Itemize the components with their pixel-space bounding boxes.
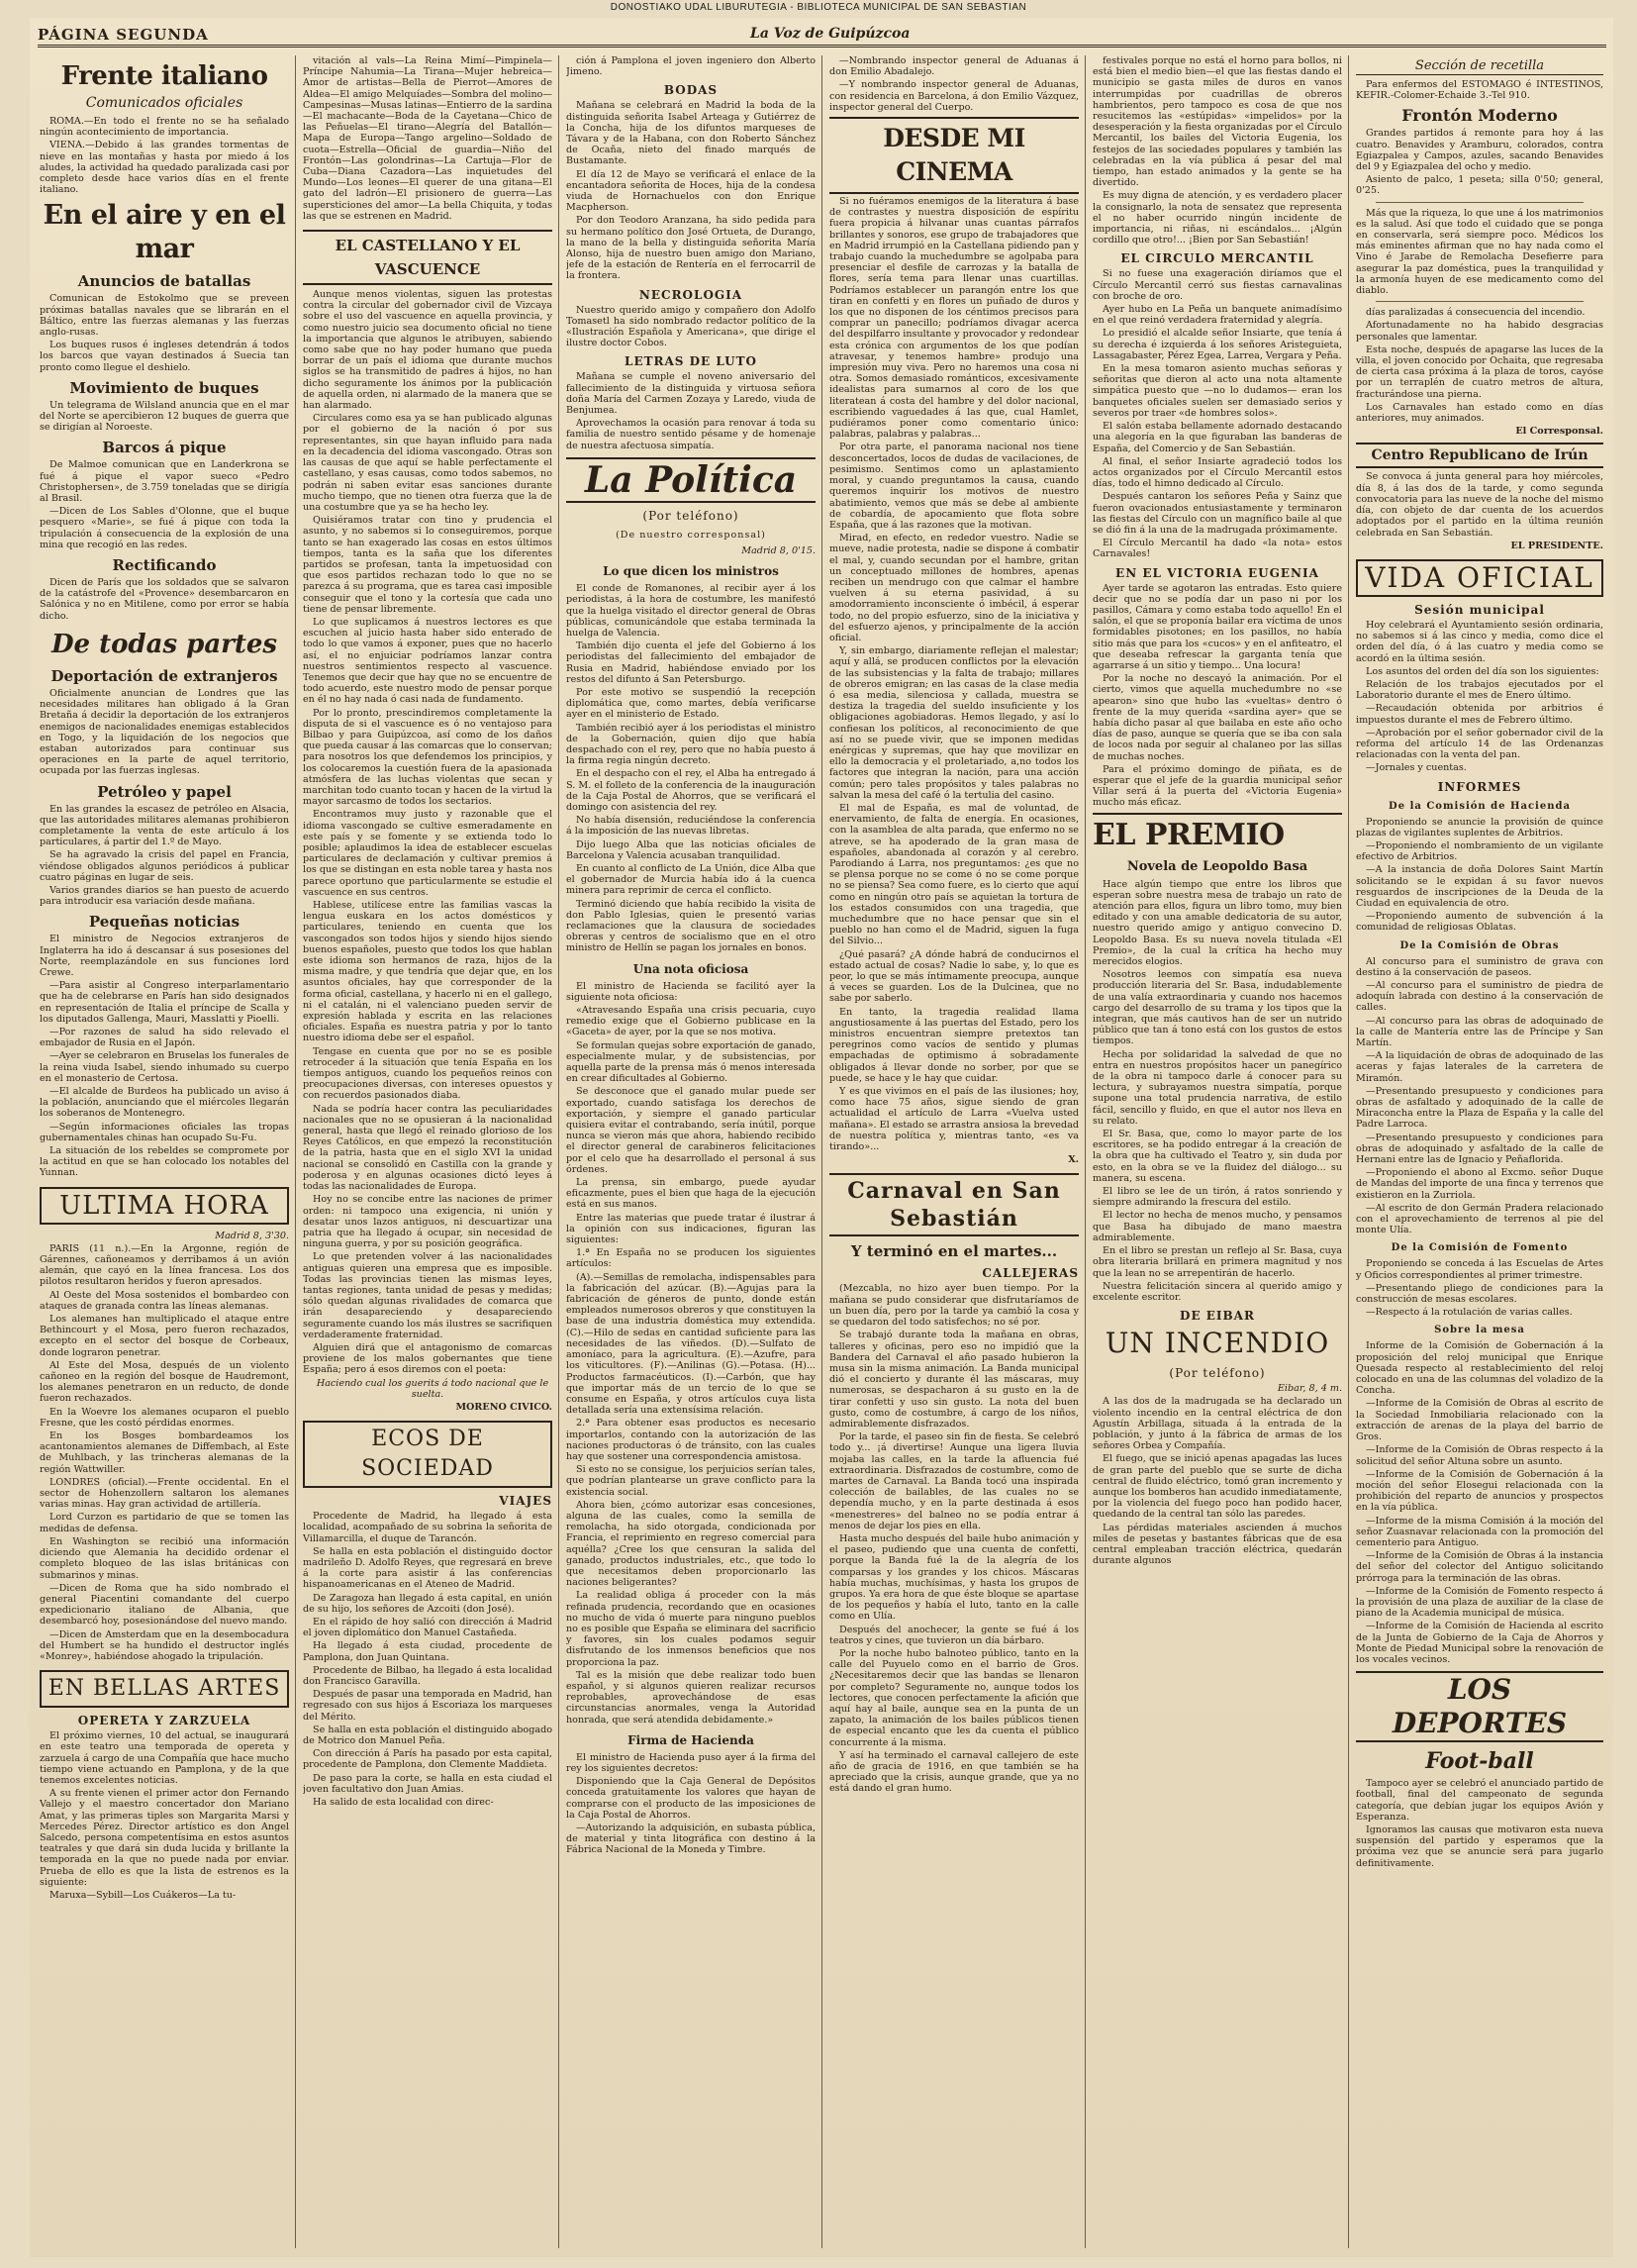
paragraph: El libro se lee de un tirón, á ratos sonriendo y siempre admirando la frescura del estilo. — [1093, 1186, 1342, 1209]
paragraph: —Presentando presupuesto y condiciones para obras de asfaltado y adoquinado de la calle de Miraconcha entre la Plaza de España y la calle del Padre Larroca. — [1356, 1085, 1603, 1131]
subhead: LETRAS DE LUTO — [625, 354, 757, 369]
paragraph: Al Este del Mosa, después de un violento cañoneo en la región del bosque de Haudremont, los alemanes penetraron en un reducto, de donde fueron rechazados. — [40, 1359, 289, 1405]
headline-fronton-moderno: Frontón Moderno — [1401, 106, 1558, 126]
column-1 — [40, 55, 289, 2248]
paragraph: Los asuntos del orden del día son los siguientes: — [1366, 665, 1599, 677]
paragraph: (Mezcabla, no hizo ayer buen tiempo. Por la mañana se pudo considerar que disfrutaríamos de un buen día, pero por la tarde ya cambió la cosa y se quedaron del todo satisfechos; no sé por. — [829, 1283, 1079, 1329]
paragraph: PARIS (11 n.).—En la Argonne, región de Gárennes, cañoneamos y derribamos á un avión alemán, que cayó en la línea francesa. Los dos pilotos resultaron heridos y fueron apresados. — [40, 1242, 289, 1288]
headline-un-incendio: UN INCENDIO — [1105, 1327, 1330, 1360]
paragraph: El Sr. Basa, que, como lo mayor parte de los escritores, se ha podido entregar á la creación de la obra que ha cultivado el Teatro y, sin duda por esto, en la obra se ve la fluidez del diálogo... su manera, su escena. — [1093, 1129, 1342, 1184]
subhead: Novela de Leopoldo Basa — [1126, 858, 1308, 874]
subhead: EN EL VICTORIA EUGENIA — [1115, 565, 1319, 580]
headline-aire-mar: En el aire y en el mar — [43, 200, 286, 265]
subhead: CALLEJERAS — [982, 1266, 1079, 1281]
subhead: NECROLOGIA — [638, 287, 743, 302]
paragraph: Ayer hubo en La Peña un banquete animadísimo en el que reinó verdadera fraternidad y alegría. — [1093, 304, 1342, 327]
headline-desde-mi-cinema: DESDE MI CINEMA — [829, 117, 1079, 194]
paragraph: Comunican de Estokolmo que se preveen próximas batallas navales que se librarán en el Báltico, entre las fuerzas alemanas y las fuerzas anglo-rusas. — [40, 293, 289, 339]
paragraph: vitación al vals—La Reina Mimí—Pimpinela—Príncipe Nahumia—La Tirana—Mujer hebreica—Amor de artistas—Bella de Pierrot—Amores de Aldea—El amigo Melquíades—Sombra del molino—Campesinas—Musas latinas—Entierro de la sardina—El machacante—Boda de la Cayetana—Chico de las Peñuelas—El tirano—Alegría del Batallón—Mapa de Europa—Tango argelino—Soldado de cuota—Estrella—Oficial de guardia—Niño del Frontón—Las golondrinas—La Cartuja—Flor de Cuba—Diana Cazadora—Las inquietudes del Mundo—Los leones—El querer de una gitana—El gato del ladrón—El prisionero de guerra—Las supersticiones del amor—La bella Chiquita, y todas las que se estrenen en Madrid. — [303, 55, 552, 222]
paragraph: Terminó diciendo que había recibido la visita de don Pablo Iglesias, quien le presentó varias reclamaciones que la clausura de sociedades obreras y centros de socialismo que en el otro ministro de Hellín se pagan los jornales en bonos. — [566, 898, 816, 954]
subhead: OPERETA Y ZARZUELA — [77, 1714, 251, 1728]
paragraph: Más que la riqueza, lo que une á los matrimonios es la salud. Así que todo el cuidado que se ponga en conservarla, será siempre poco. Médicos los más eminentes afirman que no hay nada como el Vino é Jarabe de Remolacha Desefierre para asegurar la paz doméstica, pues la tranquilidad y la armonía huyen de ese medicamento como del diablo. — [1356, 207, 1603, 297]
paragraph: Mirad, en efecto, en rededor vuestro. Nadie se mueve, nadie protesta, nadie se dispone á combatir el mal, y, cuando secundan por el hambre, gritan un conceptuado millones de hombres, apenas reciben un mendrugo con que calmar el hambre vuelven á su eterna pasividad, á su amodorramiento inconsciente ó imbécil, á esperar todo, no del propio esfuerzo, sino de la iniciativa y del esfuerzo ajenos, y principalmente de la acción oficial. — [829, 533, 1079, 643]
subhead: (De nuestro corresponsal) — [616, 529, 766, 541]
paragraph: Nuestro querido amigo y compañero don Adolfo Tomasetl ha sido nombrado redactor político de la «Ilustración Española y Americana», que dirige el ilustre doctor Cobos. — [566, 304, 816, 349]
paragraph: —Informe de la Comisión de Gobernación á la moción del señor Elosegui relacionada con la prohibición del reparto de anuncios y prospectos en la vía pública. — [1356, 1468, 1603, 1514]
paragraph: El Círculo Mercantil ha dado «la nota» estos Carnavales! — [1093, 538, 1342, 560]
paragraph: Se formulan quejas sobre exportación de ganado, especialmente mular, y de subsistencias, por aquella parte de la prensa más ó menos interesada en crear dificultades al Gobierno. — [566, 1039, 816, 1085]
headline-recetilla: Sección de recetilla — [1356, 57, 1603, 75]
signature: MORENO CIVICO. — [455, 1401, 552, 1413]
paragraph: Se halla en esta población el distinguido abogado de Motrico don Manuel Peña. — [303, 1724, 552, 1747]
paragraph: —Aprobación por el señor gobernador civil de la reforma del artículo 14 de las Ordenanzas relacionadas con la venta del pan. — [1356, 727, 1603, 761]
paragraph: Quisiéramos tratar con tino y prudencia el asunto, y no sabemos si lo conseguiremos, porque tanto se han exagerado las cosas en estos últimos tiempos, tanta es la saña que los diferentes partidos se profesan, tanta la impetuosidad con que esos partidos rechazan todo lo que no se parezca á su programa, que es tarea casi imposible conseguir que el tono y la cortesía que cada uno tiene de pensar libremente. — [303, 515, 552, 615]
column-4 — [829, 55, 1079, 2248]
subhead: Lo que dicen los ministros — [603, 564, 779, 579]
paragraph: Después cantaron los señores Peña y Sainz que fueron ovacionados entusiastamente y terminaron las fiestas del Círculo con un magnífico baile al que se dió fin á la una de la madrugada próximamente. — [1093, 491, 1342, 536]
column-rule — [1085, 55, 1086, 2248]
paragraph: —A la liquidación de obras de adoquinado de las aceras y fajas laterales de la carretera de Miramón. — [1356, 1050, 1603, 1084]
paragraph: Lo presidió el alcalde señor Insiarte, que tenía á su derecha é izquierda á los señores Aristeguieta, Lassagabaster, Pérez Egea, Larrea, Vergara y Peña. — [1093, 328, 1342, 361]
paragraph: —Al concurso para el suministro de piedra de adoquín labrada con destino á la conservación de calles. — [1356, 979, 1603, 1014]
signature: X. — [1068, 1154, 1079, 1166]
paragraph: —Autorizando la adquisición, en subasta pública, de material y tinta litográfica con destino á la Fábrica Nacional de la Moneda y Timbre. — [566, 1823, 816, 1856]
paragraph: Circulares como esa ya se han publicado algunas por el gobierno de la nación ó por sus representantes, sin que hayan influido para nada en la decadencia del idioma vascongado. Otras son las causas de que aquí se hable perfectamente el castellano, y esas causas, como todos sabemos, no podrán ni saben evitar esas sanciones durante mucho tiempo, que no tienen otra fuerza que la de una costumbre que ya se ha hecho ley. — [303, 413, 552, 513]
paragraph: Un telegrama de Wilsland anuncia que en el mar del Norte se apercibieron 12 buques de guerra que se dirigían al Noroeste. — [40, 399, 289, 434]
paragraph: Por don Teodoro Aranzana, ha sido pedida para su hermano político don José Ortueta, de Durango, la mano de la bella y distinguida señorita María Alonso, hija de nuestro buen amigo don Mariano, jefe de la estación de Rentería en el ferrocarril de la frontera. — [566, 215, 816, 282]
paragraph: —A la instancia de doña Dolores Saint Martín solicitando se le expidan á su favor nuevos resguardos de inscripciones de la Deuda de la Ciudad en equivalencia de otro. — [1356, 864, 1603, 909]
paragraph: Relación de los trabajos ejecutados por el Laboratorio durante el mes de Enero último. — [1356, 678, 1603, 702]
paragraph: Dicen de París que los soldados que se salvaron de la catástrofe del «Provence» desembarcaron en Salónica y no en Mitilene, como por error se había dicho. — [40, 577, 289, 622]
archive-banner: DONOSTIAKO UDAL LIBURUTEGIA - BIBLIOTECA MUNICIPAL DE SAN SEBASTIAN — [610, 2, 1027, 13]
paragraph: —Informe de la Comisión de Obras á la instancia del señor del colector del Antiguo solicitando prórroga para la terminación de las obras. — [1356, 1550, 1603, 1584]
headline-los-deportes: LOS DEPORTES — [1356, 1671, 1603, 1742]
column-6 — [1356, 55, 1603, 2248]
paragraph: Hoy celebrará el Ayuntamiento sesión ordinaria, no sabemos si á las cinco y media, como dice el orden del día, ó á las cuatro y media como se acordó en la última sesión. — [1356, 619, 1603, 664]
paragraph: Por la noche no descayó la animación. Por el cierto, vimos que aquella muchedumbre no «se apearon» sino que hubo las «vueltas» dentro ó frente de la muy querida «sardina ayer» que se había dicho pasar al que bailaba en este año ocho días de paso, aunque se quería que se iba con sala de locos nada por seguir al chalaneo por las sillas de muchas noches. — [1093, 673, 1342, 762]
paragraph: En tanto, la tragedia realidad llama angustiosamente á las puertas del Estado, pero los ministros encuentran siempre pretextos tan peregrinos como vacíos de sentido y plumas empachadas de optimismo á sobradamente obligados á llevar donde no sorber, por que se puede, se hace y le hay que cuidar. — [829, 1006, 1079, 1084]
paragraph: Al Oeste del Mosa sostenidos el bombardeo con ataques de granada contra las líneas alemanas. — [40, 1289, 289, 1312]
paragraph: Maruxa—Sybill—Los Cuákeros—La tu- — [49, 1889, 237, 1901]
paragraph: —Al escrito de don Germán Pradera relacionado con el aprovechamiento de terrenos al pie del monte Ulía. — [1356, 1202, 1603, 1236]
column-rule — [821, 55, 822, 2248]
paragraph: El ministro de Hacienda se facilitó ayer la siguiente nota oficiosa: — [566, 980, 816, 1003]
signature: EL PRESIDENTE. — [1510, 540, 1603, 551]
paragraph: El día 12 de Mayo se verificará el enlace de la encantadora señorita de Hoces, hija de la condesa viuda de Hornachuelos con don Enrique Macpherson. — [566, 168, 816, 214]
paragraph: Afortunadamente no ha habido desgracias personales que lamentar. — [1356, 320, 1603, 343]
paragraph: Ha salido de esta localidad con direc- — [313, 1797, 494, 1809]
paragraph: En el libro se prestan un reflejo al Sr. Basa, cuya obra literaria brillará en primera magnitud y nos que la lean no se arrepentirán de hacerlo. — [1093, 1245, 1342, 1279]
dateline: Madrid 8, 3'30. — [215, 1230, 289, 1241]
subhead: Firma de Hacienda — [627, 1732, 754, 1747]
paragraph: Después del anochecer, la gente se fué á los teatros y cines, que tuvieron un día bárbaro. — [829, 1624, 1079, 1646]
dateline: Eibar, 8, 4 m. — [1277, 1383, 1342, 1395]
paragraph: Mañana se cumple el noveno aniversario del fallecimiento de la distinguida y virtuosa señora doña María del Carmen Zozaya y Laredo, viuda de Benjumea. — [566, 371, 816, 417]
subhead: VIAJES — [499, 1494, 552, 1509]
headline-vida-oficial: VIDA OFICIAL — [1356, 559, 1603, 597]
paragraph: A su frente vienen el primer actor don Fernando Vallejo y el maestro concertador don Mariano Amat, y las primeras tiples son Margarita Marsi y Mercedes Pérez. Director artístico es don Angel Salcedo, persona competentísima en estos asuntos teatrales y que dará sin duda lucida y brillante la temporada en la que no puede nada por enviar. Prueba de ello es que la lista de estrenos es la siguiente: — [40, 1788, 289, 1888]
paragraph: Oficialmente anuncian de Londres que las necesidades militares han obligado á la Gran Bretaña á decidir la deportación de los extranjeros enemigos de nacionalidades enemigas establecidos en Togo, y la liquidación de los negocios que estaban autorizados para continuar sus operaciones en la parte de aquel territorio, ocupada por las fuerzas inglesas. — [40, 687, 289, 777]
signature: El Corresponsal. — [1515, 426, 1603, 438]
paragraph: En el rápido de hoy salió con dirección á Madrid el joven diplomático don Manuel Castañeda. — [303, 1616, 552, 1639]
paragraph: Los buques rusos é ingleses detendrán á todos los barcos que vayan destinados á Suecia tan pronto como llegue el deshielo. — [40, 340, 289, 373]
headline-carnaval: Carnaval en San Sebastián — [829, 1173, 1079, 1236]
headline-football: Foot-ball — [1425, 1748, 1534, 1775]
headline-bellas-artes: EN BELLAS ARTES — [40, 1670, 289, 1708]
subhead: BODAS — [663, 83, 719, 98]
paragraph: —Nombrando inspector general de Aduanas á don Emilio Abadalejo. — [829, 55, 1079, 78]
headline-la-politica: La Política — [566, 457, 816, 503]
paragraph: El fuego, que se inició apenas apagadas las luces de gran parte del pueblo que se surte de dicha central de fluido eléctrico, tomó gran incremento y aunque los bomberos han acudido inmediatamente, por la violencia del fuego poco han podido hacer, quedando de la central tan sólo las paredes. — [1093, 1453, 1342, 1521]
paragraph: La prensa, sin embargo, puede ayudar eficazmente, pues el bien que haga de la ejecución está en sus manos. — [566, 1177, 816, 1211]
paragraph: Se convoca á junta general para hoy miércoles, día 8, á las dos de la tarde, y como segunda convocatoria para las nueve de la noche del mismo día, con objeto de dar cuenta de los acuerdos adoptados por el partido en la última reunión celebrada en San Sebastián. — [1356, 471, 1603, 539]
subhead: (Por teléfono) — [642, 508, 739, 523]
paragraph: —Proponiendo aumento de subvención á la comunidad de religiosas Oblatas. — [1356, 911, 1603, 934]
paragraph: El mal de España, es mal de voluntad, de enervamiento, de falta de energía. En ocasiones, con la asamblea de alta parada, que enfermo no se atreve, se ha apoderado de la gran masa de españoles, abandonada al corazón y al cerebro. Parodiando á Larra, nos preguntamos: ¿es que no se plensa porque no se come ó no se come porque no se piensa? Sea como fuere, es lo cierto que aquí como en ningún otro país se aquietan la tortura de los estados consumidos con una tragedia, que muchedumbre que no hace pensar que sin el pueblo no han como el de Madrid, siguen la fuga del Silvio... — [829, 802, 1079, 947]
paragraph: Proponiendo se anuncie la provisión de quince plazas de vigilantes suplentes de Arbitrios. — [1356, 816, 1603, 838]
paragraph: «Atravesando España una crisis pecuaria, cuyo remedio exige que el Gobierno publicase en la «Gaceta» de ayer, por la que se nos motiva. — [566, 1005, 816, 1038]
subhead: Sobre la mesa — [1434, 1325, 1525, 1336]
paragraph: Y, sin embargo, diariamente reflejan el malestar; aquí y allá, se producen conflictos por la elevación de las subsistencias y la falta de trabajo; millares de obreros emigran; en las casas de la clase media ó esa media, silenciosa y callada, muestra se destiza la tragedia del sueldo insuficiente y los obligaciones agobiadoras. Hemos llegado, y así lo confiesan los políticos, al reconocimiento de que así no se puede vivir, que se imponen medidas enérgicas y supremas, que hay que movilizar en ello la democracia y el proletariado, a,no todos los factores que integran la nación, para una acción común; pero tales propósitos y tales palabras no salvan la mesa del café ó la tertulia del casino. — [829, 645, 1079, 801]
paragraph: —Ayer se celebraron en Bruselas los funerales de la reina viuda Isabel, siendo inhumado su cuerpo en el monasterio de Certosa. — [40, 1050, 289, 1084]
running-head — [38, 22, 1606, 48]
paragraph: Los Carnavales han estado como en días anteriores, muy animados. — [1356, 401, 1603, 425]
page-label: PÁGINA SEGUNDA — [38, 26, 209, 44]
paragraph: ción á Pamplona el joven ingeniero don Alberto Jimeno. — [566, 55, 816, 78]
paragraph: —Por razones de salud ha sido relevado el embajador de Rusia en el Japón. — [40, 1026, 289, 1049]
paragraph: No había disensión, reduciéndose la conferencia á la imposición de las nuevas libretas. — [566, 815, 816, 838]
paragraph: Por la noche hubo balnoteo público, tanto en la calle del Puyuelo como en el barrio de Gros. ¿Necesitaremos decir que las bandas se llenaron por completo? Seguramente no, aunque todos los lectores, que conocen perfectamente la afición que aquí hay al baile, aunque sea en la punta de un zapato, la animación de los bailes públicos tienen de especial encanto que les da cuenta el público concurrente á la misma. — [829, 1647, 1079, 1748]
paragraph: En las grandes la escasez de petróleo en Alsacia, que las autoridades militares alemanas prohibieron completamente la venta de este artículo á los particulares, á partir del 1.º de Mayo. — [40, 803, 289, 848]
paragraph: Por la tarde, el paseo sin fin de fiesta. Se celebró todo y... ¡á divertirse! Aunque una ligera lluvia mojaba las calles, en la tarde la afluencia fué extraordinaria. Disfrazados de costumbre, como de martes de Carnaval. La Banda tocó una inspirada colección de bailables, de las cuales no se dependía mucho, y en la parte destinada á esos «menestreres» del balneo no se podía entrar á menos de dejar los pies en ella. — [829, 1431, 1079, 1531]
paragraph: Nuestra felicitación sincera al querido amigo y excelente escritor. — [1093, 1280, 1342, 1303]
subhead: EL CIRCULO MERCANTIL — [1120, 251, 1314, 266]
paragraph: Proponiendo se conceda á las Escuelas de Artes y Oficios correspondientes al primer trimestre. — [1356, 1258, 1603, 1281]
paragraph: VIENA.—Debido á las grandes tormentas de nieve en las montañas y hasta por miedo á los aludes, la actividad ha quedado paralizada casi por completo desde hace varios días en el frente italiano. — [40, 140, 289, 196]
headline-ecos-sociedad: ECOS DE SOCIEDAD — [303, 1421, 552, 1488]
paragraph: Esta noche, después de apagarse las luces de la villa, el joven conocido por Ochaita, que regresaba de cierta casa próxima á la plaza de toros, cayóse por un terraplén de cuatro metros de altura, fracturándose una pierna. — [1356, 344, 1603, 400]
paragraph: Por lo pronto, prescindiremos completamente la disputa de si el vascuence es ó no ventajoso para Bilbao y para Guipúzcoa, así como de los daños que pueda causar á las comarcas que lo conservan; para nosotros los que defendemos los principios, y los colocaremos la cuestión fuera de la apasionada atmósfera de las luchas violentas que secan y marchitan todo cuanto tocan y hacen de la virtud la mayor sarcasmo de todos los sectarios. — [303, 707, 552, 808]
separator — [1376, 301, 1584, 302]
subhead: Barcos á pique — [102, 439, 227, 457]
paragraph: —Dicen de Los Sables d'Olonne, que el buque pesquero «Marie», se fué á pique con toda la tripulación á consecuencia de la explosión de una mina que recogió en las redes. — [40, 506, 289, 550]
paragraph: Los alemanes han multiplicado el ataque entre Bethincourt y el Mosa, pero fueron rechazados, excepto en el sector del bosque de Corbeaux, donde lograron penetrar. — [40, 1314, 289, 1358]
headline-centro-republicano: Centro Republicano de Irún — [1356, 443, 1603, 468]
column-rule — [558, 55, 559, 2248]
paragraph: Lo que pretenden volver á las nacionalidades antiguas quieren una empresa que es imposible. Todas las provincias tienen las mismas leyes, tantas regiones, tanta unidad de pesas y medidas; sólo quedan algunas rivalidades de comarca que irán desapareciendo y desapareciendo seguramente cuando los más ilustres se sacrifiquen verdaderamente fraternidad. — [303, 1251, 552, 1340]
paragraph: LONDRES (oficial).—Frente occidental. En el sector de Hohenzollern saltaron los alemanes varias minas. Hay gran actividad de artillería. — [40, 1476, 289, 1511]
subhead: Anuncios de batallas — [77, 272, 251, 291]
paragraph: —Informe de la Comisión de Obras al escrito de la Sociedad Inmobiliaria relacionado con la extracción de arenas de la playa del barrio de Gros. — [1356, 1398, 1603, 1443]
subhead: Deportación de extranjeros — [50, 666, 278, 685]
paragraph: —Presentando pliego de condiciones para la construcción de mesas escolares. — [1356, 1282, 1603, 1306]
paragraph: Ayer tarde se agotaron las entradas. Esto quiere decir que no se podía dar un paso ni por los pasillos, Cámara y como estaba todo aquello! En el salón, el que se proponía bailar era víctima de unos formidables pisotones; en los pasillos, no había sitio más que para los «cucos» y en el anfiteatro, el que deseaba refrescar la garganta tenía que agarrarse á un sitio y tiempo... Una locura! — [1093, 582, 1342, 671]
paragraph: Es muy digna de atención, y es verdadero placer la consignarlo, la nota de sensatez que representa el no haber ocurrido ningún incidente de importancia, ni riñas, ni escándalos... ¡Algún cordillo que otro!... ¡Bien por San Sebastián! — [1093, 190, 1342, 247]
paragraph: Después de pasar una temporada en Madrid, han regresado con sus hijos á Escoriaza los marqueses del Mérito. — [303, 1689, 552, 1723]
paragraph: días paralizadas á consecuencia del incendio. — [1366, 307, 1586, 319]
paragraph: Grandes partidos á remonte para hoy á las cuatro. Benavides y Aramburu, colorados, contra Egiazpalea y Campos, azules, sacando Benavides del 9 y Egiazpalea del ocho y medio. — [1356, 128, 1603, 173]
subhead: INFORMES — [1437, 779, 1522, 794]
paragraph: La situación de los rebeldes se compromete por la actitud en que se han colocado los notables del Yunnan. — [40, 1145, 289, 1179]
paragraph: ROMA.—En todo el frente no se ha señalado ningún acontecimiento de importancia. — [40, 116, 289, 139]
paragraph: (A).—Semillas de remolacha, indispensables para la fabricación del azúcar. (B).—Agujas para la fabricación de géneros de punto, donde están empleados numerosos obreros y que constituyen la base de una industria doméstica muy extendida. (C).—Hilo de sedas en cantidad suficiente para las necesidades de las viñedos. (D).—Sulfato de amoníaco, para la agricultura. (E).—Azufre, para los viticultores. (F).—Anilinas (G).—Potasa. (H)... Productos farmacéuticos. (I).—Carbón, que hay que importar más de un tercio de lo que se consume en España, y otros artículos cuya lista detallada sería una extensísima relación. — [566, 1271, 816, 1417]
paragraph: Se ha agravado la crisis del papel en Francia, viéndose obligados algunos periódicos á publicar cuatro páginas en lugar de seis. — [40, 849, 289, 883]
paragraph: Lo que suplicamos á nuestros lectores es que escuchen al juicio hasta haber sido enterado de todo lo que vamos á exponer, pues que no hacerlo así, el no enjuiciar podríamos lanzar contra nuestros sentimientos respecto al vascuence. Tenemos que decir que hay que no se encuentre de todo acuerdo, este nuestro modo de pensar porque en él no hay nada ó casi nada de fundamento. — [303, 616, 552, 706]
column-5 — [1093, 55, 1342, 2248]
paragraph: 2.ª Para obtener esas productos es necesario importarlos, contando con la autorización de las naciones productoras ó de tránsito, con las cuales hay que sostener una correspondencia amistosa. — [566, 1418, 816, 1462]
paragraph: Ignoramos las causas que motivaron esta nueva suspensión del partido y esperamos que la próxima vez que se anuncie será para jugarlo definitivamente. — [1356, 1824, 1603, 1869]
paragraph: —El alcalde de Burdeos ha publicado un aviso á la población, anunciando que el miércoles llegarán los soberanos de Montenegro. — [40, 1085, 289, 1120]
paragraph: De Zaragoza han llegado á esta capital, en unión de su hijo, los señores de Azcoiti (don José). — [303, 1592, 552, 1615]
paragraph: Informe de la Comisión de Gobernación á la proposición del reloj municipal que Enrique Quesada respecto al restablecimiento del reloj colocado en una de las columnas del voladizo de la Concha. — [1356, 1340, 1603, 1397]
headline-todas-partes: De todas partes — [50, 629, 278, 659]
paragraph: En Washington se recibió una información diciendo que Alemania ha decidido ordenar el completo bloqueo de las islas británicas con submarinos y minas. — [40, 1535, 289, 1581]
paragraph: En cuanto al conflicto de La Unión, dice Alba que el gobernador de Murcia había ido á la cuenca minera para reprimir de cerca el conflicto. — [566, 862, 816, 897]
column-3 — [566, 55, 816, 2248]
paragraph: Asiento de palco, 1 peseta; silla 0'50; general, 0'25. — [1356, 174, 1603, 197]
paragraph: También recibió ayer á los periodistas el ministro de la Gobernación, quien dijo que había despachado con el rey, pero que no había puesto á la firma regia ningún decreto. — [566, 722, 816, 767]
paragraph: El ministro de Negocios extranjeros de Inglaterra ha ido á descansar á sus posesiones del Norte, reemplazándole en sus funciones lord Crewe. — [40, 934, 289, 978]
paragraph: Las pérdidas materiales ascienden á muchos miles de pesetas y bastantes fábricas que de esa central empleaban tracción eléctrica, quedarán durante algunos — [1093, 1522, 1342, 1567]
paragraph: Ha llegado á esta ciudad, procedente de Pamplona, don Juan Quintana. — [303, 1640, 552, 1663]
paragraph: Al final, el señor Insiarte agradeció todos los actos organizados por el Círculo Mercantil estos días, todo el himno dedicado al Círculo. — [1093, 455, 1342, 490]
paragraph: —Dicen de Amsterdam que en la desembocadura del Humbert se ha hundido el destructor inglés «Monrey», habiéndose ahogado la tripulación. — [40, 1628, 289, 1662]
subhead: De la Comisión de Hacienda — [1389, 800, 1571, 812]
subhead: Movimiento de buques — [69, 378, 259, 397]
paragraph: Con dirección á París ha pasado por esta capital, procedente de Pamplona, don Clemente Maddieta. — [303, 1748, 552, 1771]
subhead: De la Comisión de Obras — [1399, 939, 1560, 951]
paragraph: festivales porque no está el horno para bollos, ni está bien el medio bien—el que las fiestas dando el municipio se gasta miles de duros en vanos interrumpidas por cuadrillas de obreros hambrientos, pero tampoco es cosa de que nos resucitemos las «estúpidas» «impelidos» por la desesperación y la fiesta organizadas por el Círculo Mercantil, los bailes del Victoria Eugenia, los festejos de las sociedades populares y también las celebradas en la vía pública á pesar del mal tiempo, han estado animados y la gente se ha divertido. — [1093, 55, 1342, 189]
paragraph: El próximo viernes, 10 del actual, se inaugurará en este teatro una temporada de opereta y zarzuela á cargo de una Compañía que hace mucho tiempo viene actuando en Pamplona, y de la que tenemos excelentes noticias. — [40, 1730, 289, 1786]
paragraph: De Malmoe comunican que en Landerkrona se fué á pique el vapor sueco «Pedro Christophersen», de 3.759 toneladas que se dirigía al Brasil. — [40, 459, 289, 505]
subhead: Una nota oficiosa — [632, 961, 749, 976]
paragraph: De paso para la corte, se halla en esta ciudad el joven facultativo don Juan Amias. — [303, 1772, 552, 1795]
paragraph: Tengase en cuenta que por no se es posible retroceder á la situación que tenía España en los tiempos antiguos, cuando los pequeños reinos con preocupaciones diversas, con intereses opuestos y con recuerdos pasionados diaba. — [303, 1045, 552, 1102]
paragraph: —Proponiendo el abono al Excmo. señor Duque de Mandas del importe de una finca y terrenos que existieron en la Zurriola. — [1356, 1167, 1603, 1201]
column-rule — [1348, 55, 1349, 2248]
headline-castellano-vascuence: EL CASTELLANO Y EL VASCUENCE — [303, 230, 552, 285]
paragraph: En los Bosges bombardeamos los acantonamientos alemanes de Diffembach, al Este de Muhlbach, y las trincheras alemanas de la región Wattwiller. — [40, 1430, 289, 1475]
paragraph: —Presentando presupuesto y condiciones para obras de adoquinado y asfaltado de la calle de Hernani entre las de Ignacio y Peñaflorida. — [1356, 1132, 1603, 1166]
paragraph: Hace algún tiempo que entre los libros que esperan sobre nuestra mesa de trabajo un rato de atención para ellos, figura un libro tomo, muy bien editado y con una amable dedicatoria de su autor, nuestro querido amigo y antiguo convecino D. Leopoldo Basa. Es su nueva novela titulada «El Premio», de la cual la crítica ha hecho muy merecidos elogios. — [1093, 878, 1342, 968]
paragraph: Para el próximo domingo de piñata, es de esperar que el jefe de la guardia municipal señor Villar será á la puerta del «Victoria Eugenia» mucho más eficaz. — [1093, 763, 1342, 809]
subhead: (Por teléfono) — [1169, 1366, 1266, 1381]
paragraph: 1.ª En España no se producen los siguientes artículos: — [566, 1247, 816, 1270]
paragraph: Y es que vivimos en el país de las ilusiones; hoy, como hace 75 años, sigue siendo de gran actualidad el artículo de Larra «Vuelva usted mañana». El estado se arrastra ansiosa la brevedad de nuestra política y, mientras tanto, «es va tirando»... — [829, 1086, 1079, 1153]
paragraph: Nosotros leemos con simpatía esa nueva producción literaria del Sr. Basa, indudablemente de una valía extraordinaria y cuando nos hacemos cargo del desarrollo de su trama y los tipos que la integran, que más cautivos han de ser un nutrido público que tan á tono está con los gustos de estos tiempos. — [1093, 969, 1342, 1047]
paragraph: El salón estaba bellamente adornado destacando una alegoría en la que figuraban las banderas de España, del Comercio y de San Sebastián. — [1093, 421, 1342, 454]
paragraph: —Para asistir al Congreso interparlamentario que ha de celebrarse en París han sido designados en representación de Italia el príncipe de Scalla y los diputados Gallenga, Mauri, Masslatti y Pioelli. — [40, 980, 289, 1025]
subhead: DE EIBAR — [1180, 1309, 1255, 1324]
paragraph: —Informe de la Comisión de Obras respecto á la solicitud del señor Altuna sobre un asunto. — [1356, 1444, 1603, 1467]
paragraph: Hoy no se concibe entre las naciones de primer orden: ni tampoco una exigencia, ni unión y desatar unos lazos antiguos, ni descuartizar una patria que ha llegado á ocupar, sin necesidad de ninguna guerra, y por su posición geográfica. — [303, 1194, 552, 1250]
paragraph: Disponiendo que la Caja General de Depósitos conceda gratuitamente los valores que hayan de comprarse con el producto de las imposiciones de la Caja Postal de Ahorros. — [566, 1776, 816, 1821]
paragraph: —Informe de la Comisión de Hacienda al escrito de la Junta de Gobierno de la Caja de Ahorros y Monte de Piedad Municipal sobre la renovación de los vocales vecinos. — [1356, 1621, 1603, 1665]
paragraph: —Y nombrando inspector general de Aduanas, con residencia en Barcelona, á don Emilio Vázquez, inspector general del Cuerpo. — [829, 79, 1079, 113]
paragraph: Nada se podría hacer contra las peculiaridades nacionales que no se opusieran á la nacionalidad general, hasta que llegó el reinado glorioso de los Reyes Católicos, en que empezó la reconstitución de la patria, hasta que en el siglo XVI la unidad nacional se consolidó en Castilla con la grande y poderosa y en algunas ocasiones dictó leyes á todas las nacionalidades de Europa. — [303, 1103, 552, 1193]
paragraph: Mañana se celebrará en Madrid la boda de la distinguida señorita Isabel Arteaga y Gutiérrez de la Concha, hija de los difuntos marqueses de Távara y de la Habana, con don Roberto Sánchez de Ocaña, nieto del finado marqués de Bustamante. — [566, 100, 816, 167]
paragraph: Hecha por solidaridad la salvedad de que no entra en nuestros propósitos hacer un panegírico de la obra ni tampoco darle á conocer para su lectura, y subrayamos nuestra simpatía, porque supone una total prudencia narrativa, de estilo fácil, sencillo y fluido, en que el autor nos lleva en su relato. — [1093, 1048, 1342, 1127]
column-2 — [303, 55, 552, 2248]
verse: Haciendo cual los guerits á todo nacional que le suelta. — [316, 1377, 549, 1400]
subhead: Pequeñas noticias — [88, 913, 241, 932]
headline-frente-italiano: Frente italiano — [60, 61, 268, 91]
paragraph: Si no fuéramos enemigos de la literatura á base de contrastes y nuestra disposición de espíritu fuera propicia á hilvanar unas cuantas párrafos brillantes y sonoros, ese grupo de trabajadores que en Madrid irrumpió en la Castellana pidiendo pan y trabajo cuando la muchedumbre se agolpaba para presenciar el desfile de carrozas y la batalla de flores, sería tema para llenar unas cuartillas. Podríamos establecer un parangón entre los que tiran en confetti y en flores un puñado de duros y los que no disponen de los céntimos precisos para comprar un panecillo; podríamos divagar acerca del despilfarro insultante y provocador y redondear esta crónica con argumentos de los que podían atravesar, y tenemos hambre» produjo una impresión muy viva. Pero no haremos una cosa ni otra. Somos demasiado románticos, excesivamente idealistas para sumarnos al coro de los que literatean á costa del hambre y del dolor nacional, escribiendo vaguedades á las que, cual Hamlet, pudiéramos poner como comentario único: palabras, palabras y palabras... — [829, 196, 1079, 441]
paragraph: —Según informaciones oficiales las tropas gubernamentales chinas han ocupado Su-Fu. — [40, 1121, 289, 1143]
paragraph: Encontramos muy justo y razonable que el idioma vascongado se cultive esmeradamente en este país y se fomente y se extienda todo lo posible; aplaudimos la idea de establecer escuelas particulares de declamación y cultivar premios á los que se distingan en esta noble tarea y hasta nos parece oportuno que particularmente se estudie el vascuence en sus centros. — [303, 809, 552, 898]
paragraph: En el despacho con el rey, el Alba ha entregado á S. M. el folleto de la conferencia de la inauguración de la Caja Postal de Ahorros, que se verificará el domingo con asistencia del rey. — [566, 768, 816, 813]
paragraph: Al concurso para el suministro de grava con destino á la conservación de paseos. — [1356, 955, 1603, 978]
paragraph: —Al concurso para las obras de adoquinado de la calle de Mantería entre las de Príncipe y San Martín. — [1356, 1015, 1603, 1048]
subhead: Sesión municipal — [1414, 602, 1545, 617]
subhead: Rectificando — [112, 556, 217, 575]
paragraph: Por otra parte, el panorama nacional nos tiene desconcertados, locos de dudas de vacilaciones, de pesimismo. Sentimos como un aplastamiento moral, y cuando preguntamos la causa, cuando queremos inquirir los motivos de nuestro abatimiento, vemos que más se debe al ambiente de cobardía, de apocamiento que flota sobre España, que á las razones que la motivan. — [829, 442, 1079, 531]
subhead: Y terminó en el martes... — [850, 1242, 1058, 1261]
paragraph: En la Woevre los alemanes ocuparon el pueblo Fresne, que les costó pérdidas enormes. — [40, 1406, 289, 1429]
subhead: De la Comisión de Fomento — [1391, 1242, 1569, 1254]
paragraph: Dijo luego Alba que las noticias oficiales de Barcelona y Valencia acusaban tranquilidad. — [566, 838, 816, 861]
paragraph: —Informe de la Comisión de Fomento respecto á la provisión de una plaza de auxiliar de la clase de piano de la Academia municipal de música. — [1356, 1585, 1603, 1620]
paragraph: El ministro de Hacienda puso ayer á la firma del rey los siguientes decretos: — [566, 1751, 816, 1774]
paragraph: Si esto no se consigue, los perjuicios serían tales, que podrían plantearse un grave conflicto para la existencia social. — [566, 1464, 816, 1498]
paragraph: Varios grandes diarios se han puesto de acuerdo para introducir esa variación desde mañana. — [40, 884, 289, 908]
paragraph: Procedente de Madrid, ha llegado á esta localidad, acompañado de su sobrina la señorita de Villamarcilla, el duque de Tarancón. — [303, 1511, 552, 1544]
paragraph: Tampoco ayer se celebró el anunciado partido de football, final del campeonato de segunda categoría, que debían jugar los equipos Avión y Esperanza. — [1356, 1778, 1603, 1823]
headline-ultima-hora: ULTIMA HORA — [40, 1187, 289, 1225]
paragraph: Alguien dirá que el antagonismo de comarcas proviene de los malos gobernantes que tiene España; pero á esos diremos con el poeta: — [303, 1341, 552, 1376]
paragraph: Aprovechamos la ocasión para renovar á toda su familia de nuestro sentido pésame y de homenaje de nuestra afectuosa simpatía. — [566, 418, 816, 451]
separator — [1376, 202, 1584, 203]
paragraph: Entre las materias que puede tratar é ilustrar á la opinión con sus indicaciones, figuran las siguientes: — [566, 1212, 816, 1246]
paragraph: Se halla en esta población el distinguido doctor madrileño D. Adolfo Reyes, que regresará en breve á la corte para asistir á las conferencias hispanoamericanas en el Ateneo de Madrid. — [303, 1545, 552, 1591]
paragraph: —Recaudación obtenida por arbitrios é impuestos durante el mes de Febrero último. — [1356, 703, 1603, 726]
paragraph: La realidad obliga á proceder con la más refinada prudencia, recordando que en ocasiones no mucho de vida ó muerte para ninguno pueblos no es posible que España se eliminara del sacrificio y favores, sin los cuales podamos seguir disfrutando de los inmensos beneficios que nos proporciona la paz. — [566, 1590, 816, 1668]
paragraph: Aunque menos violentas, siguen las protestas contra la circular del gobernador civil de Vizcaya sobre el uso del vascuence en aquella provincia, y como nuestro juicio sea documento oficial no tiene la importancia que algunos le atribuyen, sabiendo como sabe que no hay poder humano que pueda borrar de un país el idioma que durante muchos siglos se ha transmitido de padres á hijos, no han dicho seguramente los ánimos por la publicación de aquella orden, ni alarmado de la manera que se han alarmado. — [303, 289, 552, 412]
paragraph: —Informe de la misma Comisión á la moción del señor Zuasnavar relacionada con la promoción del cementerio para Antiguo. — [1356, 1515, 1603, 1548]
paragraph: Hasta mucho después del baile hubo animación y el paseo, pudiendo que una cuenta de confetti, porque la Banda fué la de la alegría de los comparsas y los grandes y los chicos. Máscaras había muchas, muchísimas, y hasta los grupos de grupos. Ya era hora de que éste bloque se apartase de los pequeños y había el luto, tanto en la calle como en Ulía. — [829, 1532, 1079, 1623]
paragraph: El lector no hecha de menos mucho, y pensamos que Basa ha dibujado de mano maestra admirablemente. — [1093, 1210, 1342, 1243]
paragraph: —Proponiendo el nombramiento de un vigilante efectivo de Arbitrios. — [1356, 839, 1603, 863]
paragraph: Se desconoce que el ganado mular puede ser exportado, cuando satisfaga los derechos de exportación, y siempre el ganado particular quisiera evitar el contrabando, sería inútil, porque nunca se vieron más que ahora, habiendo recibido el director general de carabineros felicitaciones por el celo que ha desarrollado el personal á sus órdenes. — [566, 1086, 816, 1175]
paragraph: Hablese, utilícese entre las familias vascas la lengua euskara en los actos domésticos y particulares, teniendo en cuenta que los vascongados son todos hijos y siendo hijos siendo buenos españoles, puesto que todos los que hablan este idioma son hermanos de raza, hijos de la misma madre, y que tendría que dejar que, en los asuntos oficiales, hay que corresponder de la forma oficial, castellana, y hacerlo ni en el gallego, ni el catalán, ni el valenciano pueden servir de expresión hablada y escrita en las relaciones oficiales. España es nuestra patria y por lo tanto nuestro idioma debe ser el español. — [303, 900, 552, 1044]
subhead: Petróleo y papel — [97, 782, 232, 801]
paragraph: Procedente de Bilbao, ha llegado á esta localidad don Francisco Garavilla. — [303, 1664, 552, 1687]
paragraph: Si no fuese una exageración diríamos que el Círculo Mercantil cerró sus fiestas carnavalinas con broche de oro. — [1093, 268, 1342, 302]
headline-el-premio: EL PREMIO — [1093, 813, 1342, 852]
paragraph: Y así ha terminado el carnaval callejero de este año de gracia de 1916, en que también se ha apreciado que la crisis, aunque grande, que ya no está dando el gran humo. — [829, 1749, 1079, 1795]
paragraph: —Respecto á la rotulación de varias calles. — [1366, 1307, 1573, 1319]
paragraph: Lord Curzon es partidario de que se tomen las medidas de defensa. — [40, 1512, 289, 1534]
masthead-title: La Voz de Guipúzcoa — [750, 26, 911, 42]
paragraph: También dijo cuenta el jefe del Gobierno á los periodistas del fallecimiento del embajador de Rusia en Madrid, habiéndose enviado por los restos del difunto á San Petersburgo. — [566, 641, 816, 685]
paragraph: Para enfermos del ESTOMAGO é INTESTINOS, KEFIR.-Colomer-Echaide 3.-Tel 910. — [1356, 79, 1603, 102]
paragraph: —Jornales y cuentas. — [1366, 762, 1467, 774]
paragraph: ¿Qué pasará? ¿A dónde habrá de conducirnos el estado actual de cosas? Nadie lo sabe, y, lo que es peor, lo que se más íntimamente preocupa, aunque á veces se guarden. Los de la Dulcinea, que no sabe por saberlo. — [829, 948, 1079, 1005]
paragraph: Tal es la misión que debe realizar todo buen español, y si algunos quieren realizar recursos reprobables, aprovechándose de esas circunstancias anormales, venga la Autoridad honrada, que será atendida debidamente.» — [566, 1669, 816, 1726]
paragraph: —Dicen de Roma que ha sido nombrado el general Piacentini comandante del cuerpo expedicionario italiano de Albania, que desembarcó hoy, posesionándose del nuevo mando. — [40, 1582, 289, 1627]
paragraph: A las dos de la madrugada se ha declarado un violento incendio en la central eléctrica de don Agustín Arbillaga, situada á la entrada de la población, y junto á la fábrica de armas de los señores Orbea y Compañía. — [1093, 1396, 1342, 1452]
paragraph: El conde de Romanones, al recibir ayer á los periodistas, á la hora de costumbre, les manifestó que la huelga visitado el director general de Obras públicas, comunicándole que estaba terminada la huelga de Valencia. — [566, 583, 816, 639]
column-rule — [295, 55, 296, 2248]
dateline: Madrid 8, 0'15. — [741, 544, 816, 556]
subhead: Comunicados oficiales — [85, 95, 243, 111]
paragraph: En la mesa tomaron asiento muchas señoras y señoritas que dieron al acto una nota altamente simpática puesto que —no lo dudamos— eran los banquetes oficiales suelen ser demasiado serios y severos por traer «de hombres solos». — [1093, 363, 1342, 419]
paragraph: Por este motivo se suspendió la recepción diplomática que, como martes, debía verificarse ayer en el ministerio de Estado. — [566, 686, 816, 721]
paragraph: Se trabajó durante toda la mañana en obras, talleres y oficinas, pero eso no impidió que la Bandera del Carnaval el año pasado hubieron la musa sin la misma animación. La Banda municipal dió el concierto y durante él las máscaras, muy numerosas, se despacharon á su gusto en la de tirar confetti y uso sin gusto. La nota del buen gusto, como de costumbre, á cargo de los niños, admirablemente disfrazados. — [829, 1330, 1079, 1430]
paragraph: Ahora bien, ¿cómo autorizar esas concesiones, alguna de las cuales, como la semilla de remolacha, ha sido otorgada, condicionada por Francia, el reprimiento en regreso comercial para aquélla? ¿Cree los que censuran la salida del ganado, productos industriales, etc., que todo lo que necesitamos deben proporcionarlo las naciones beligerantes? — [566, 1499, 816, 1589]
